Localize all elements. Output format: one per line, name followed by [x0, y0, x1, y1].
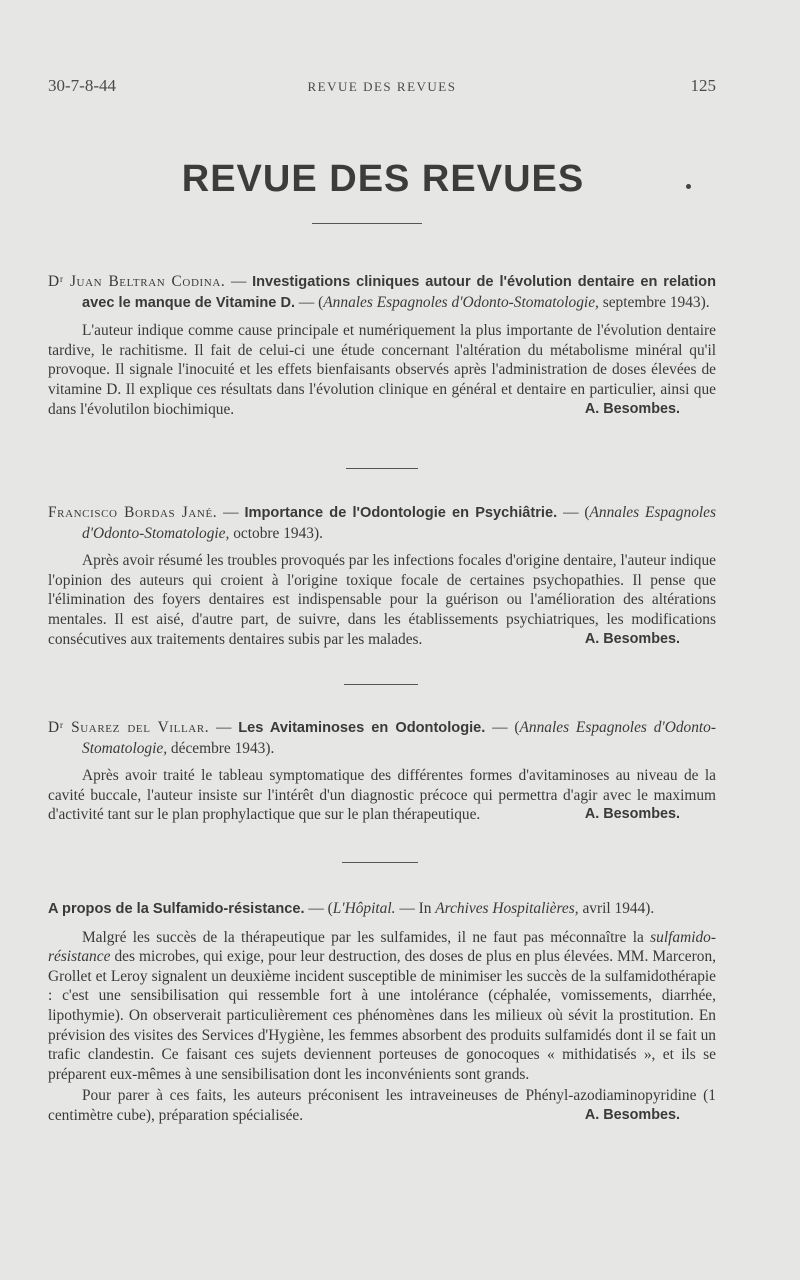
review-signature: A. Besombes.	[584, 400, 680, 417]
review-entry	[48, 718, 716, 825]
title-dot	[686, 184, 691, 189]
review-title: Importance de l'Odontologie en Psychiâtrie.	[244, 505, 558, 521]
running-head-title: REVUE DES REVUES	[307, 79, 457, 94]
review-journal-secondary: Archives Hospitalières,	[435, 900, 579, 917]
review-date: décembre 1943).	[167, 739, 275, 757]
review-signature: A. Besombes.	[584, 1106, 680, 1123]
review-author: Francisco Bordas Jané.	[48, 504, 218, 521]
review-signature: A. Besombes.	[584, 630, 680, 647]
review-author: Dʳ Suarez del Villar.	[48, 719, 210, 736]
review-body	[48, 766, 716, 825]
review-body-text: Après avoir résumé les troubles provoqués par les infections focales d'origine dentaire, l'auteur indique l'opinion des auteurs qui croient à l'origine toxique focale de certaines psychopathies. Il pense que l'élimination des foyers dentaires est indispensable pour la guérison ou l'amélioration des altérations mentales. Il est aisé, d'autre part, de suivre, dans les établissements psychiatriques, les modifications consécutives aux traitements dentaires subis par les malades.	[48, 552, 716, 648]
citation-dash: — (	[304, 900, 333, 917]
review-title: A propos de la Sulfamido-résistance.	[48, 901, 305, 917]
review-journal: Annales Espagnoles d'Odonto-Stomatologie,	[82, 504, 716, 542]
review-body-text: Après avoir traité le tableau symptomatique des différentes formes d'avitaminoses au niveau de la cavité buccale, l'auteur insiste sur l'intérêt d'un diagnostic précoce qui permettra d'agir avec le maximum d'activité tant sur le plan prophylactique que sur le plan thérapeutique.	[48, 767, 716, 824]
review-citation	[48, 899, 716, 920]
citation-dash: — (	[295, 293, 324, 311]
page-title: REVUE DES REVUES	[181, 158, 585, 200]
review-body	[48, 321, 716, 419]
review-citation	[48, 503, 716, 543]
separator-rule	[346, 468, 418, 469]
issue-date: 30-7-8-44	[48, 76, 116, 95]
review-journal: Annales Espagnoles d'Odonto-Stomatologie,	[82, 719, 716, 757]
review-journal: L'Hôpital.	[332, 900, 396, 917]
separator-rule	[342, 862, 418, 863]
review-journal: Annales Espagnoles d'Odonto-Stomatologie,	[323, 293, 599, 311]
review-body-emphasis: sulfamido-résistance	[48, 928, 716, 966]
review-body-text: Pour parer à ces faits, les auteurs préconisent les intraveineuses de Phényl-azodiaminopyridine (1 centimètre cube), préparation spécialisée.	[48, 1087, 716, 1124]
review-body	[48, 928, 716, 1085]
citation-dash: —	[217, 504, 245, 521]
review-body	[48, 551, 716, 649]
review-entry	[48, 272, 716, 419]
review-date: septembre 1943).	[598, 293, 710, 311]
review-entry	[48, 503, 716, 649]
citation-dash: —	[209, 719, 239, 736]
review-signature: A. Besombes.	[584, 806, 680, 823]
citation-dash: —	[225, 273, 253, 290]
running-head	[48, 76, 716, 100]
review-body-text: Malgré les succès de la thérapeutique par les sulfamides, il ne faut pas méconnaître la	[82, 928, 651, 946]
review-citation	[48, 718, 716, 758]
review-body-text: L'auteur indique comme cause principale et numériquement la plus importante de l'évolution dentaire tardive, le rachitisme. Il fait de celui-ci une étude concernant l'altération du métabolisme minéral qu'il provoque. Il signale l'inocuité et les effets bienfaisants observés après l'administration de doses élevées de vitamine D. Il explique ces résultats dans l'évolution clinique en général et dentaire en particulier, ainsi que dans l'évolutilon biochimique.	[48, 322, 716, 418]
review-title: Investigations cliniques autour de l'évolution dentaire en relation avec le manque de Vitamine D.	[82, 274, 716, 311]
review-entry	[48, 899, 716, 1126]
separator-rule	[344, 684, 418, 685]
review-body-text: des microbes, qui exige, pour leur destruction, des doses de plus en plus élevées. MM. Marceron, Grollet et Leroy signalent un deuxième incident susceptible de minimiser les succès de la sulfamidothérapie : c'est une sensibilisation qui ressemble fort à une intolérance (céphalée, vomissements, diarrhée, lipothymie). On observerait particulièrement ces phénomènes dans les milieux où sévit la prostitution. En prévision des visites des Services d'Hygiène, les femmes absorbent des produits sulfamidés dont il se fait un trafic clandestin. Ce faisant ces sujets deviennent porteuses de gonocoques « mithidatisés », et ils se préparent eux-mêmes à une sensibilisation dont les inconvénients sont grands.	[48, 948, 716, 1083]
review-title: Les Avitaminoses en Odontologie.	[238, 720, 486, 736]
review-date: avril 1944).	[578, 900, 655, 917]
title-rule	[312, 223, 422, 224]
review-citation	[48, 272, 716, 313]
citation-dash: — (	[557, 504, 590, 521]
citation-dash: — (	[485, 719, 520, 736]
review-date: octobre 1943).	[229, 524, 323, 542]
review-author: Dʳ Juan Beltran Codina.	[48, 273, 226, 290]
page-number: 125	[690, 76, 716, 95]
citation-text: — In	[395, 900, 436, 917]
review-body	[48, 1086, 716, 1125]
